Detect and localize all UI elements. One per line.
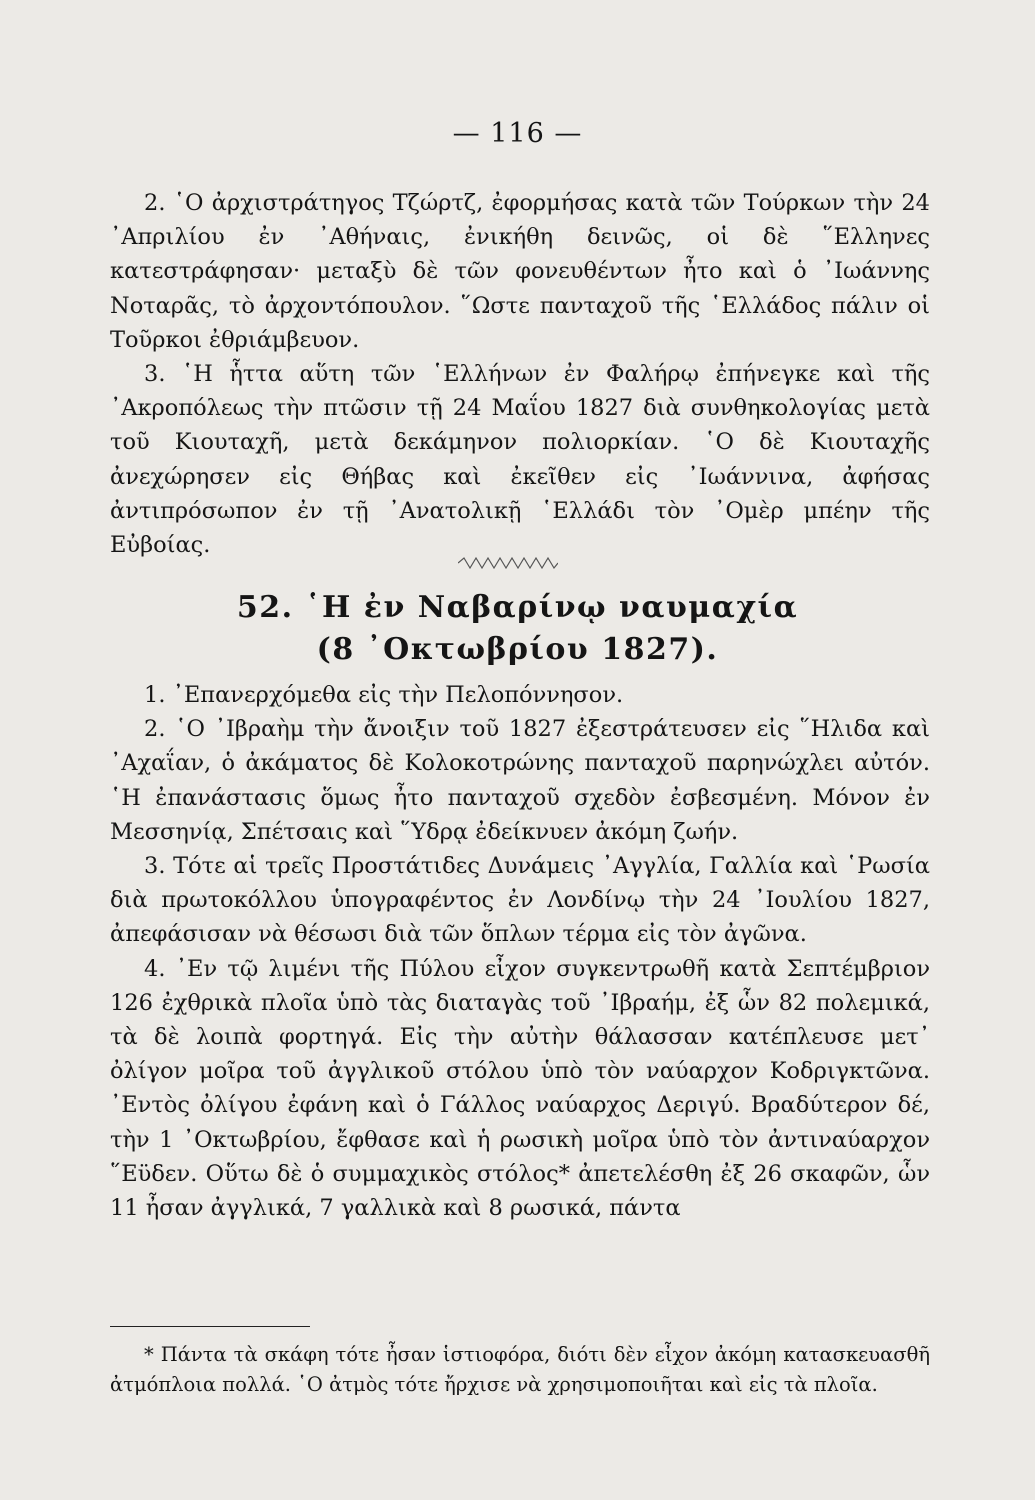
section-paragraph-2: 2. ῾Ο ᾿Ιβραὴμ τὴν ἄνοιξιν τοῦ 1827 ἐξεστράτευσεν εἰς ῞Ηλιδα καὶ ᾿Αχαΐαν, ὁ ἀκάματος δὲ Κολοκοτρώνης πανταχοῦ παρηνώχλει αὐτόν. ῾Η ἐπανάστασις ὅμως ἦτο πανταχοῦ σχεδὸν ἐσβεσμένη. Μόνον ἐν Μεσσηνίᾳ, Σπέτσαις καὶ ῞Υδρᾳ ἐδείκνυεν ἀκόμη ζωήν. [110, 716, 930, 845]
page-number: — 116 — [452, 118, 583, 149]
section-paragraph-1: 1. ᾿Επανερχόμεθα εἰς τὴν Πελοπόννησον. [144, 682, 624, 708]
section-paragraph-4: 4. ᾿Εν τῷ λιμένι τῆς Πύλου εἶχον συγκεντρωθῆ κατὰ Σεπτέμβριον 126 ἐχθρικὰ πλοῖα ὑπὸ τὰς διαταγὰς τοῦ ᾿Ιβραήμ, ἐξ ὧν 82 πολεμικά, τὰ δὲ λοιπὰ φορτηγά. Εἰς τὴν αὐτὴν θάλασσαν κατέπλευσε μετ᾿ ὀλίγον μοῖρα τοῦ ἀγγλικοῦ στόλου ὑπὸ τὸν ναύαρχον Κοδριγκτῶνα. ᾿Εντὸς ὀλίγου ἐφάνη καὶ ὁ Γάλλος ναύαρχος Δεριγύ. Βραδύτερον δέ, τὴν 1 ᾿Οκτωβρίου, ἔφθασε καὶ ἡ ρωσικὴ μοῖρα ὑπὸ τὸν ἀντιναύαρχον ῞Εϋδεν. Οὕτω δὲ ὁ συμμαχικὸς στόλος* ἀπετελέσθη ἐξ 26 σκαφῶν, ὧν 11 ἦσαν ἀγγλικά, 7 γαλλικὰ καὶ 8 ρωσικά, πάντα [110, 955, 930, 1222]
section-title-line1: 52. ῾Η ἐν Ναβαρίνῳ ναυμαχία [236, 590, 799, 625]
paragraph-2: 2. ῾Ο ἀρχιστράτηγος Τζώρτζ, ἐφορμήσας κατὰ τῶν Τούρκων τὴν 24 ᾿Απριλίου ἐν ᾿Αθήναις, ἐνικήθη δεινῶς, οἱ δὲ ῞Ελληνες κατεστράφησαν· μεταξὺ δὲ τῶν φονευθέντων ἦτο καὶ ὁ ᾿Ιωάννης Νοταρᾶς, τὸ ἀρχοντόπουλον. ῞Ωστε πανταχοῦ τῆς ῾Ελλάδος πάλιν οἱ Τοῦρκοι ἐθριάμβευον. [110, 190, 930, 353]
footnote-rule [110, 1326, 310, 1327]
top-text-block [110, 186, 930, 562]
footnote-text: * Πάντα τὰ σκάφη τότε ἦσαν ἱστιοφόρα, διότι δὲν εἶχον ἀκόμη κατασκευασθῆ ἀτμόπλοια πολλά. ῾Ο ἀτμὸς τότε ἤρχισε νὰ χρησιμοποιῆται καὶ εἰς τὰ πλοῖα. [110, 1343, 930, 1396]
paragraph-3: 3. ῾Η ἧττα αὕτη τῶν ῾Ελλήνων ἐν Φαλήρῳ ἐπήνεγκε καὶ τῆς ᾿Ακροπόλεως τὴν πτῶσιν τῇ 24 Μαΐου 1827 διὰ συνθηκολογίας μετὰ τοῦ Κιουταχῆ, μετὰ δεκάμηνον πολιορκίαν. ῾Ο δὲ Κιουταχῆς ἀνεχώρησεν εἰς Θήβας καὶ ἐκεῖθεν εἰς ᾿Ιωάννινα, ἀφήσας ἀντιπρόσωπον ἐν τῇ ᾿Ανατολικῇ ῾Ελλάδι τὸν ᾿Ομὲρ μπέην τῆς Εὐβοίας. [110, 361, 930, 559]
section-paragraph-3: 3. Τότε αἱ τρεῖς Προστάτιδες Δυνάμεις ᾿Αγγλία, Γαλλία καὶ ῾Ρωσία διὰ πρωτοκόλλου ὑπογραφέντος ἐν Λονδίνῳ τὴν 24 ᾿Ιουλίου 1827, ἀπεφάσισαν νὰ θέσωσι διὰ τῶν ὅπλων τέρμα εἰς τὸν ἀγῶνα. [110, 853, 930, 948]
ornament-divider [458, 556, 558, 570]
footnote [110, 1340, 930, 1400]
section-text-block [110, 678, 930, 1225]
section-title-line2: (8 ᾿Οκτωβρίου 1827). [316, 632, 719, 667]
